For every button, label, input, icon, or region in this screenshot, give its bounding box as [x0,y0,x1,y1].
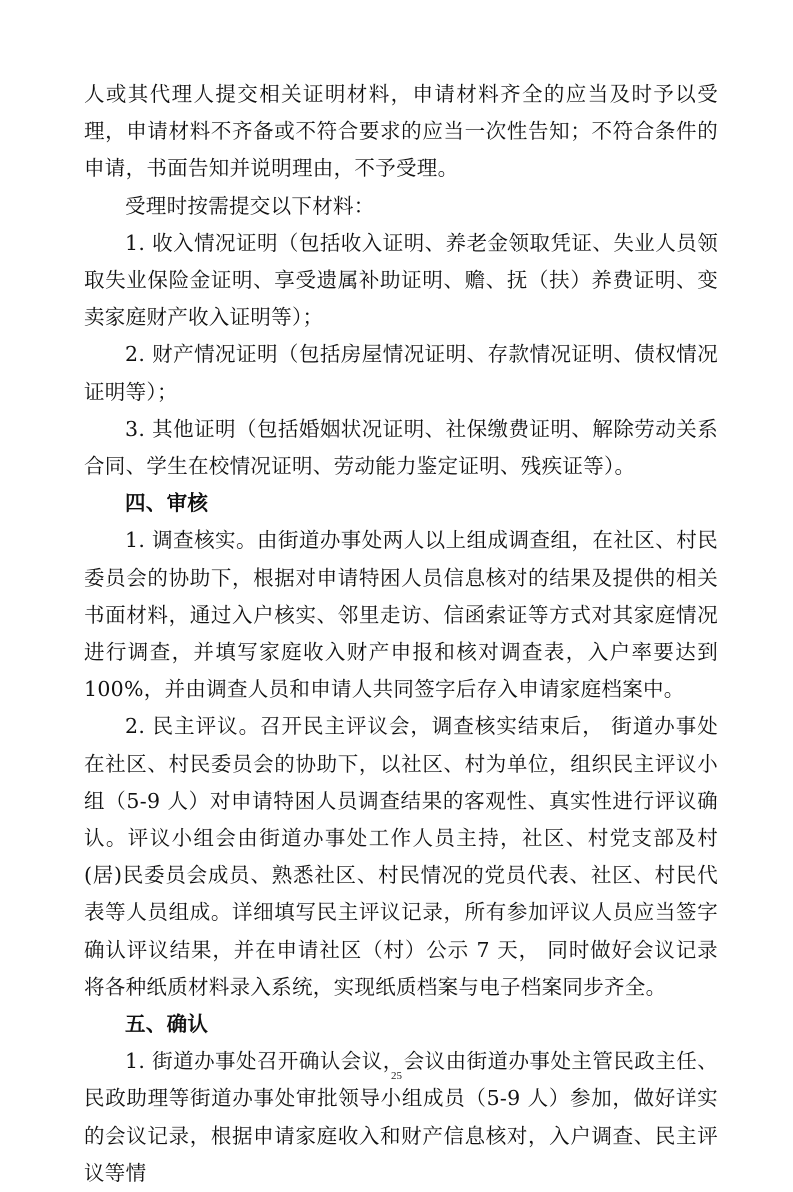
page-number: 25 [391,1070,402,1082]
list-item: 2. 财产情况证明（包括房屋情况证明、存款情况证明、债权情况证明等）； [84,342,718,404]
section-heading: 五、确认 [125,1012,209,1037]
document-body [84,76,718,1192]
section-heading: 四、审核 [125,491,209,516]
list-item: 3. 其他证明（包括婚姻状况证明、社保缴费证明、解除劳动关系合同、学生在校情况证明、劳动能力鉴定证明、残疾证等）。 [84,416,718,479]
list-item: 1. 收入情况证明（包括收入证明、养老金领取凭证、失业人员领取失业保险金证明、享受遗属补助证明、赡、抚（扶）养费证明、变卖家庭财产收入证明等）； [84,230,718,330]
paragraph: 受理时按需提交以下材料： [125,193,375,218]
paragraph: 1. 调查核实。由街道办事处两人以上组成调查组，在社区、村民委员会的协助下，根据对申请特困人员信息核对的结果及提供的相关书面材料，通过入户核实、邻里走访、信函索证等方式对其家庭情况进行调查，并填写家庭收入财产申报和核对调查表，入户率要达到 100%，并由调查人员和申请人共同签字后存入申请家庭档案中。 [84,528,718,702]
paragraph: 人或其代理人提交相关证明材料，申请材料齐全的应当及时予以受理，申请材料不齐备或不符合要求的应当一次性告知；不符合条件的申请，书面告知并说明理由，不予受理。 [84,82,718,181]
paragraph: 1. 街道办事处召开确认会议，会议由街道办事处主管民政主任、民政助理等街道办事处审批领导小组成员（5-9 人）参加，做好详实的会议记录，根据申请家庭收入和财产信息核对，入户调查、民主评议等情 [84,1049,718,1185]
paragraph: 2. 民主评议。召开民主评议会，调查核实结束后， 街道办事处在社区、村民委员会的协助下，以社区、村为单位，组织民主评议小组（5-9 人）对申请特困人员调查结果的客观性、真实性进行评议确认。评议小组会由街道办事处工作人员主持，社区、村党支部及村(居)民委员会成员、熟悉社区、村民情况的党员代表、社区、村民代表等人员组成。详细填写民主评议记录，所有参加评议人员应当签字确认评议结果，并在申请社区（村）公示 7 天， 同时做好会议记录将各种纸质材料录入系统，实现纸质档案与电子档案同步齐全。 [84,714,718,999]
